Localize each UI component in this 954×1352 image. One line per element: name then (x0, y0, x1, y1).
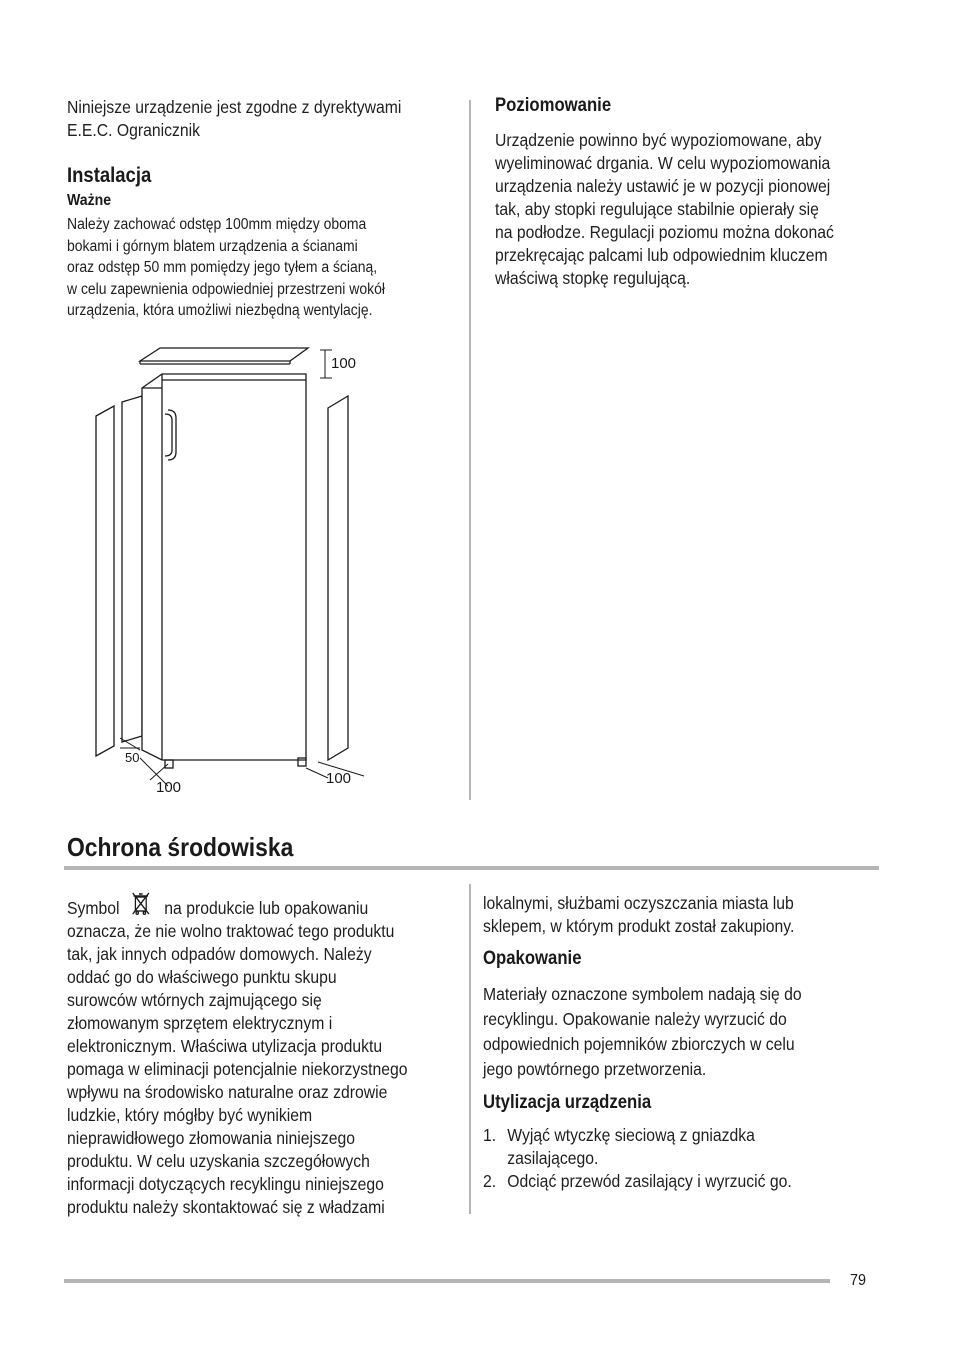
page-number: 79 (850, 1272, 867, 1289)
step-line: Odciąć przewód zasilający i wyrzucić go. (507, 1171, 792, 1191)
section-title-instalacja: Instalacja (67, 164, 152, 187)
column-divider (469, 100, 471, 800)
fridge-body (142, 374, 306, 760)
fridge-clearance-diagram (80, 340, 380, 810)
instalacja-paragraph (67, 214, 385, 322)
ochrona-line: elektronicznym. Właściwa utylizacja produktu (67, 1036, 383, 1056)
instalacja-line: oraz odstęp 50 mm pomiędzy jego tyłem a ścianą, (67, 259, 378, 276)
crossed-bin-icon (131, 892, 151, 916)
ochrona-line-end: na produkcie lub opakowaniu (164, 898, 369, 918)
ochrona-line: informacji dotyczących recyklingu niniejszego (67, 1174, 384, 1194)
instalacja-line: w celu zapewnienia odpowiedniej przestrzeni wokół (67, 280, 385, 298)
poziomowanie-line: Urządzenie powinno być wypoziomowane, aby (495, 130, 822, 150)
section-title-opakowanie: Opakowanie (483, 948, 582, 969)
dimension-label-back: 50 (125, 750, 140, 765)
opakowanie-line: odpowiednich pojemników zbiorczych w celu (483, 1034, 795, 1054)
top-clearance-panel (140, 348, 308, 361)
poziomowanie-line: na podłodze. Regulacji poziomu można dokonać (495, 222, 834, 242)
opakowanie-line: recyklingu. Opakowanie należy wyrzucić do (483, 1009, 787, 1029)
opakowanie-line: jego powtórnego przetworzenia. (483, 1059, 707, 1079)
footer-rule (64, 1279, 830, 1283)
ochrona-line: tak, jak innych odpadów domowych. Należy (67, 944, 372, 964)
poziomowanie-line: urządzenia należy ustawić je w pozycji pionowej (495, 176, 831, 196)
ochrona-line: pomaga w eliminacji potencjalnie niekorzystnego (67, 1059, 408, 1079)
ochrona-continued-line: lokalnymi, służbami oczyszczania miasta lub (483, 893, 794, 913)
section-title-poziomowanie: Poziomowanie (495, 95, 612, 116)
ochrona-line: produktu należy skontaktować się z władzami (67, 1197, 385, 1217)
ochrona-continued (483, 892, 794, 938)
ochrona-line: oznacza, że nie wolno traktować tego produktu (67, 921, 395, 941)
ochrona-line-start: Symbol (67, 898, 120, 918)
step-line: zasilającego. (507, 1148, 599, 1168)
step-line: Wyjąć wtyczkę sieciową z gniazdka (507, 1125, 755, 1145)
poziomowanie-line: wyeliminować drgania. W celu wypoziomowania (495, 153, 831, 173)
ochrona-line: złomowanym sprzętem elektrycznym i (67, 1013, 333, 1033)
subtitle-wazne: Ważne (67, 192, 112, 209)
fridge-foot (165, 760, 173, 768)
opakowanie-paragraph (483, 982, 802, 1082)
step-number: 2. (483, 1171, 497, 1191)
instalacja-line: bokami i górnym blatem urządzenia a ścianami (67, 237, 358, 255)
step-number: 1. (483, 1125, 497, 1145)
ochrona-line: nieprawidłowego złomowania niniejszego (67, 1128, 356, 1148)
ochrona-line: wpływu na środowisko naturalne oraz zdrowie (67, 1082, 388, 1102)
ochrona-paragraph (67, 892, 408, 1219)
intro-paragraph (67, 96, 401, 142)
section-rule (64, 866, 879, 870)
ochrona-first-line (67, 892, 408, 920)
list-item (483, 1124, 792, 1170)
dimension-label-top: 100 (331, 355, 357, 372)
right-side-panel (328, 396, 348, 760)
poziomowanie-line: właściwą stopkę regulującą. (495, 268, 691, 288)
poziomowanie-paragraph (495, 129, 834, 290)
ochrona-line: ludzkie, który mógłby być wynikiem (67, 1105, 313, 1125)
utylizacja-steps (483, 1124, 792, 1193)
section-title-ochrona: Ochrona środowiska (67, 832, 294, 862)
instalacja-line: urządzenia, która umożliwi niezbędną wentylację. (67, 302, 373, 319)
poziomowanie-line: tak, aby stopki regulujące stabilnie opierały się (495, 199, 819, 219)
dimension-label-left: 100 (156, 779, 182, 796)
instalacja-line: Należy zachować odstęp 100mm między oboma (67, 216, 367, 233)
section-title-utylizacja: Utylizacja urządzenia (483, 1092, 652, 1113)
ochrona-line: oddać go do właściwego punktu skupu (67, 967, 337, 987)
ochrona-line: surowców wtórnych zajmującego się (67, 990, 322, 1010)
dimension-label-right: 100 (326, 770, 352, 787)
list-item (483, 1170, 792, 1193)
ochrona-continued-line: sklepem, w którym produkt został zakupiony. (483, 916, 795, 936)
column-divider (469, 884, 471, 1214)
intro-line: Niniejsze urządzenie jest zgodne z dyrektywami (67, 97, 402, 117)
intro-line: E.E.C. Ogranicznik (67, 120, 201, 140)
back-wall-panel (122, 396, 142, 742)
ochrona-line: produktu. W celu uzyskania szczegółowych (67, 1151, 370, 1171)
opakowanie-line: Materiały oznaczone symbolem nadają się do (483, 984, 802, 1004)
poziomowanie-line: przekręcając palcami lub odpowiednim kluczem (495, 245, 828, 265)
left-side-panel (96, 406, 114, 756)
